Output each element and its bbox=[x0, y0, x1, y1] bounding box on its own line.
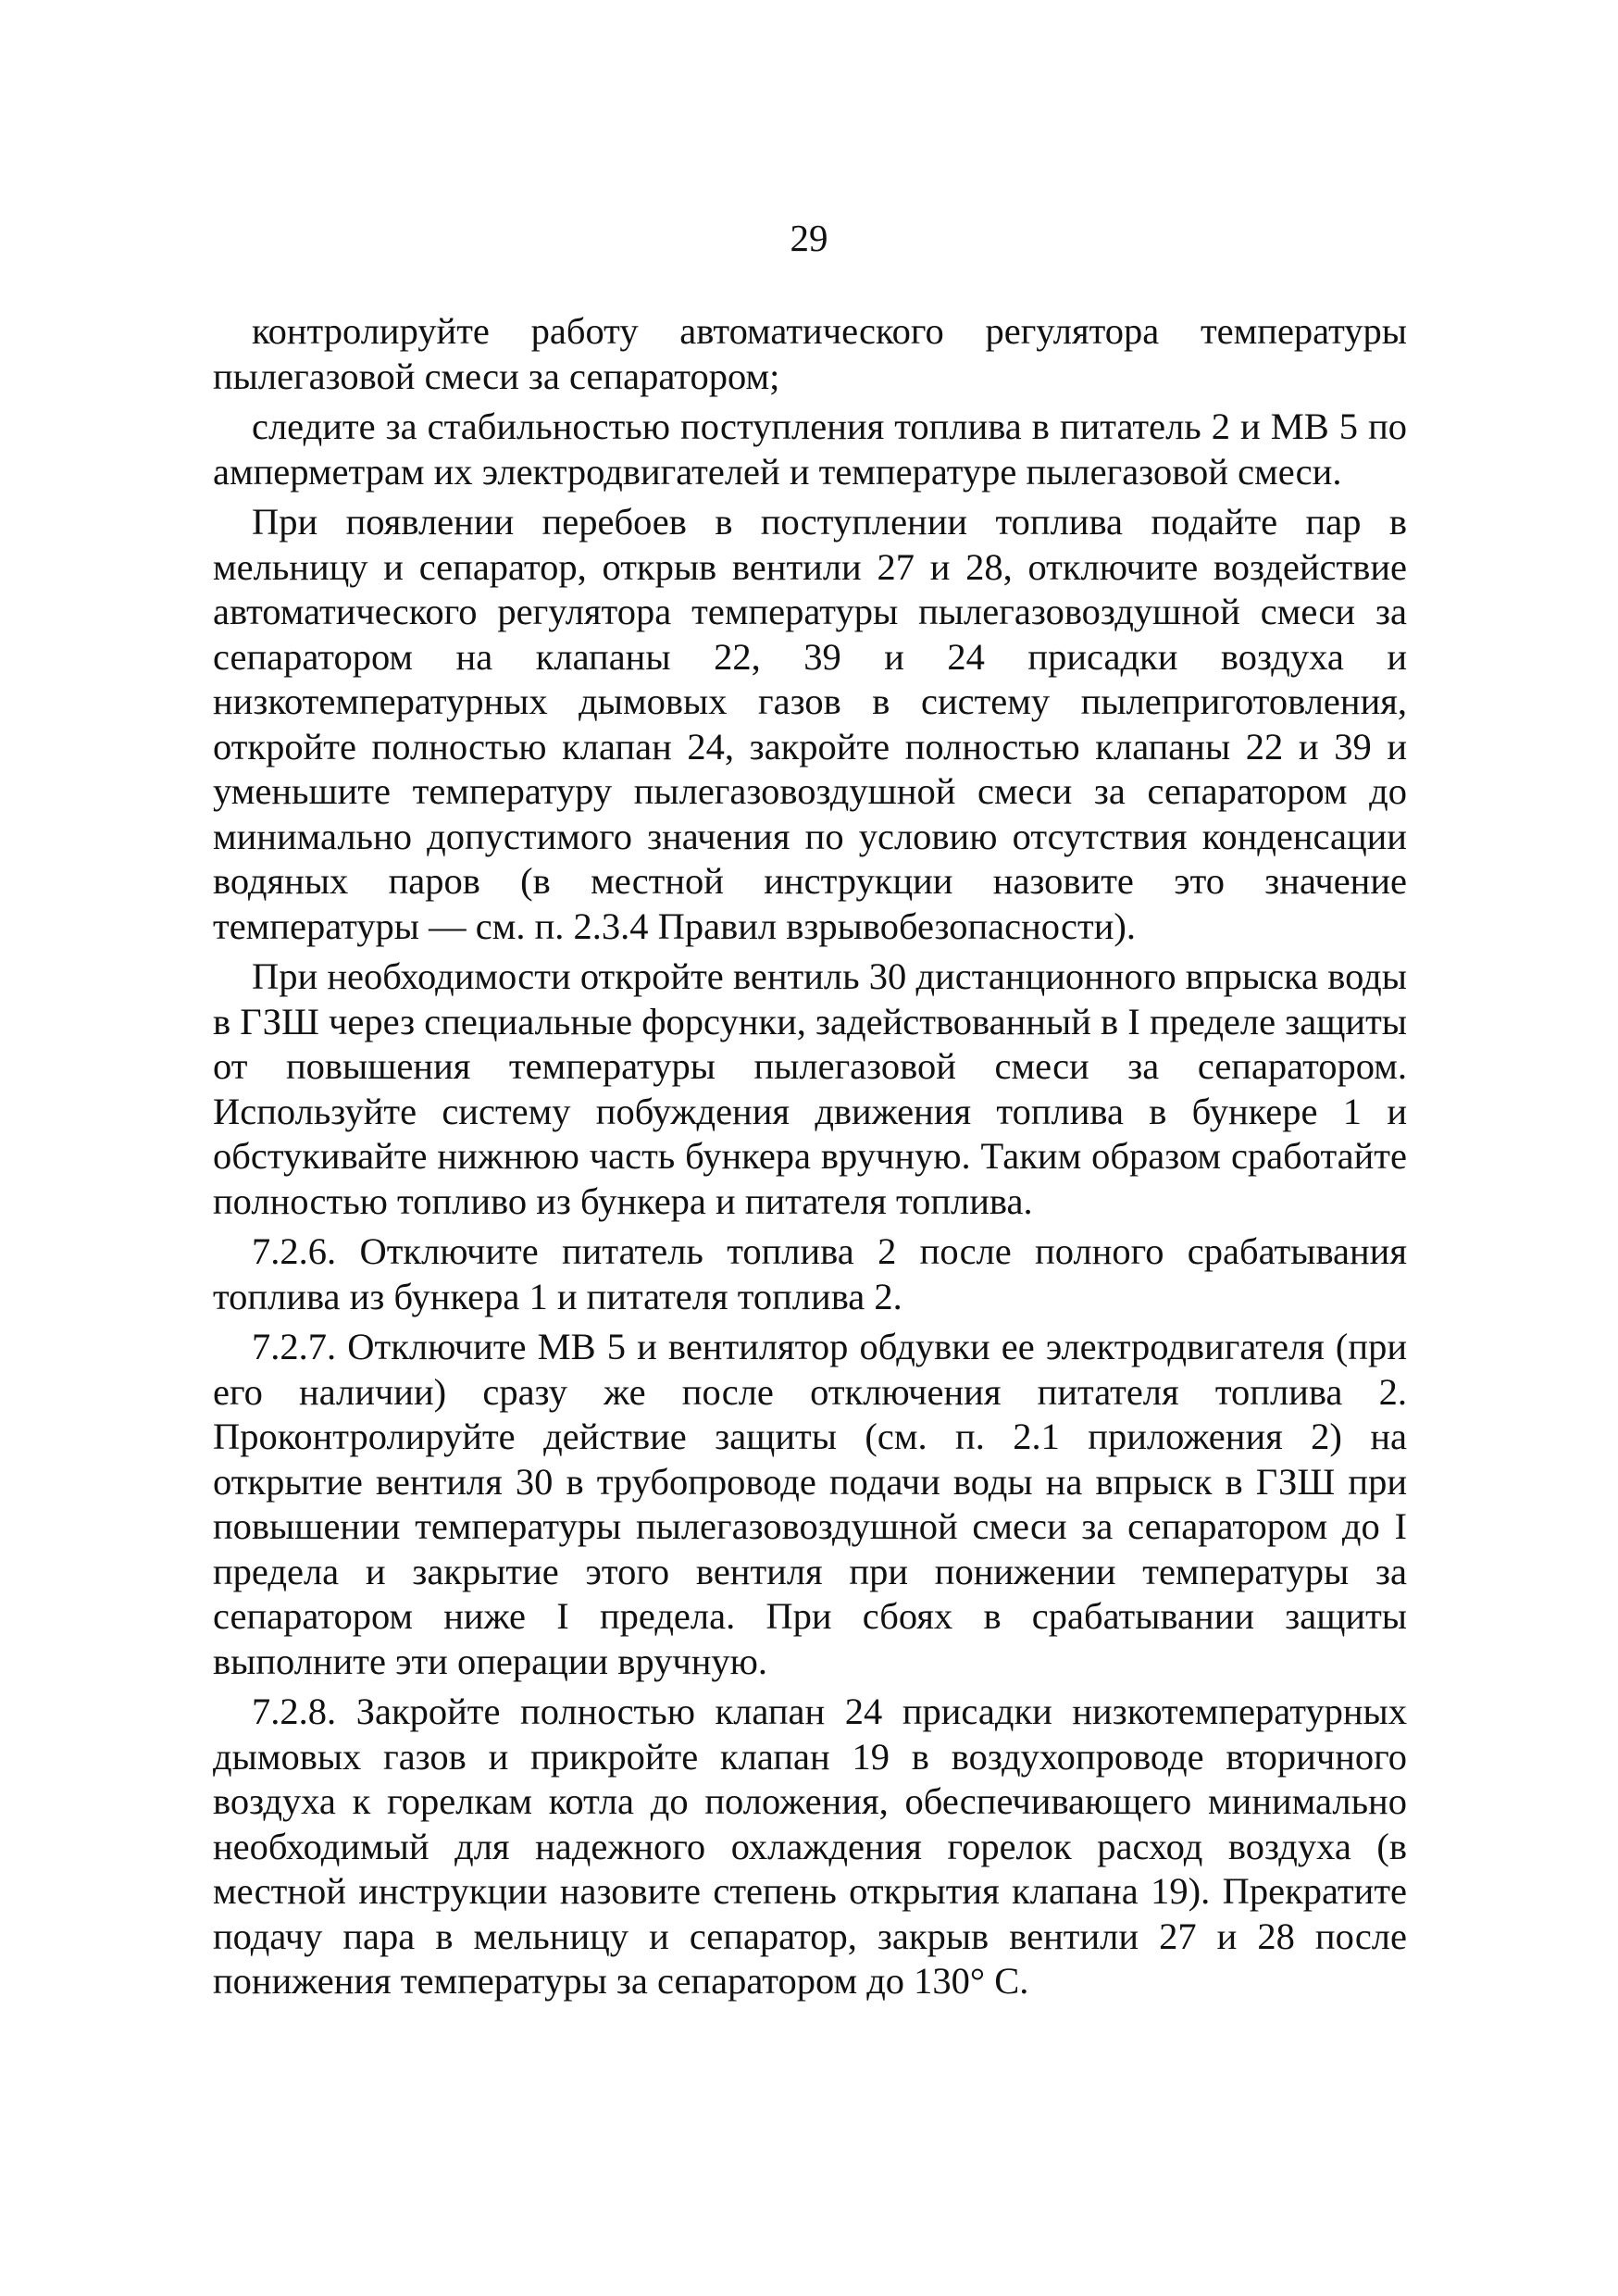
paragraph-7-2-8: 7.2.8. Закройте полностью клапан 24 присадки низкотемпературных дымовых газов и прикройте клапан 19 в воздухопроводе вторичного воздуха к горелкам котла до положения, обеспечивающего минимально необходимый для надежного охлаждения горелок расход воздуха (в местной инструкции назовите степень открытия клапана 19). Прекратите подачу пара в мельницу и сепаратор, закрыв вентили 27 и 28 после понижения температуры за сепаратором до 130° С. bbox=[213, 1691, 1407, 2002]
body-text bbox=[213, 309, 1407, 2010]
paragraph-fuel-interruptions: При появлении перебоев в поступлении топлива подайте пар в мельницу и сепаратор, открыв вентили 27 и 28, отключите воздействие автоматического регулятора температуры пылегазовоздушной смеси за сепаратором на клапаны 22, 39 и 24 присадки воздуха и низкотемпературных дымовых газов в систему пылеприготовления, откройте полностью клапан 24, закройте полностью клапаны 22 и 39 и уменьшите температуру пылегазовоздушной смеси за сепаратором до минимально допустимого значения по условию отсутствия конденсации водяных паров (в местной инструкции назовите это значение температуры — см. п. 2.3.4 Правил взрывобезопасности). bbox=[213, 501, 1407, 947]
page-number: 29 bbox=[790, 217, 828, 259]
paragraph-fuel-stability: следите за стабильностью поступления топлива в питатель 2 и МВ 5 по амперметрам их электродвигателей и температуре пылегазовой смеси. bbox=[213, 406, 1407, 493]
paragraph-control-regulator: контролируйте работу автоматического регулятора температуры пылегазовой смеси за сепаратором; bbox=[213, 310, 1407, 397]
paragraph-7-2-7: 7.2.7. Отключите МВ 5 и вентилятор обдувки ее электродвигателя (при его наличии) сразу же после отключения питателя топлива 2. Проконтролируйте действие защиты (см. п. 2.1 приложения 2) на открытие вентиля 30 в трубопроводе подачи воды на впрыск в ГЗШ при повышении температуры пылегазовоздушной смеси за сепаратором до I предела и закрытие этого вентиля при понижении температуры за сепаратором ниже I предела. При сбоях в срабатывании защиты выполните эти операции вручную. bbox=[213, 1326, 1407, 1682]
paragraph-water-injection: При необходимости откройте вентиль 30 дистанционного впрыска воды в ГЗШ через специальные форсунки, задействованный в I пределе защиты от повышения температуры пылегазовой смеси за сепаратором. Используйте систему побуждения движения топлива в бункере 1 и обстукивайте нижнюю часть бункера вручную. Таким образом сработайте полностью топливо из бункера и питателя топлива. bbox=[213, 955, 1407, 1222]
paragraph-7-2-6: 7.2.6. Отключите питатель топлива 2 после полного срабатывания топлива из бункера 1 и питателя топлива 2. bbox=[213, 1230, 1407, 1317]
